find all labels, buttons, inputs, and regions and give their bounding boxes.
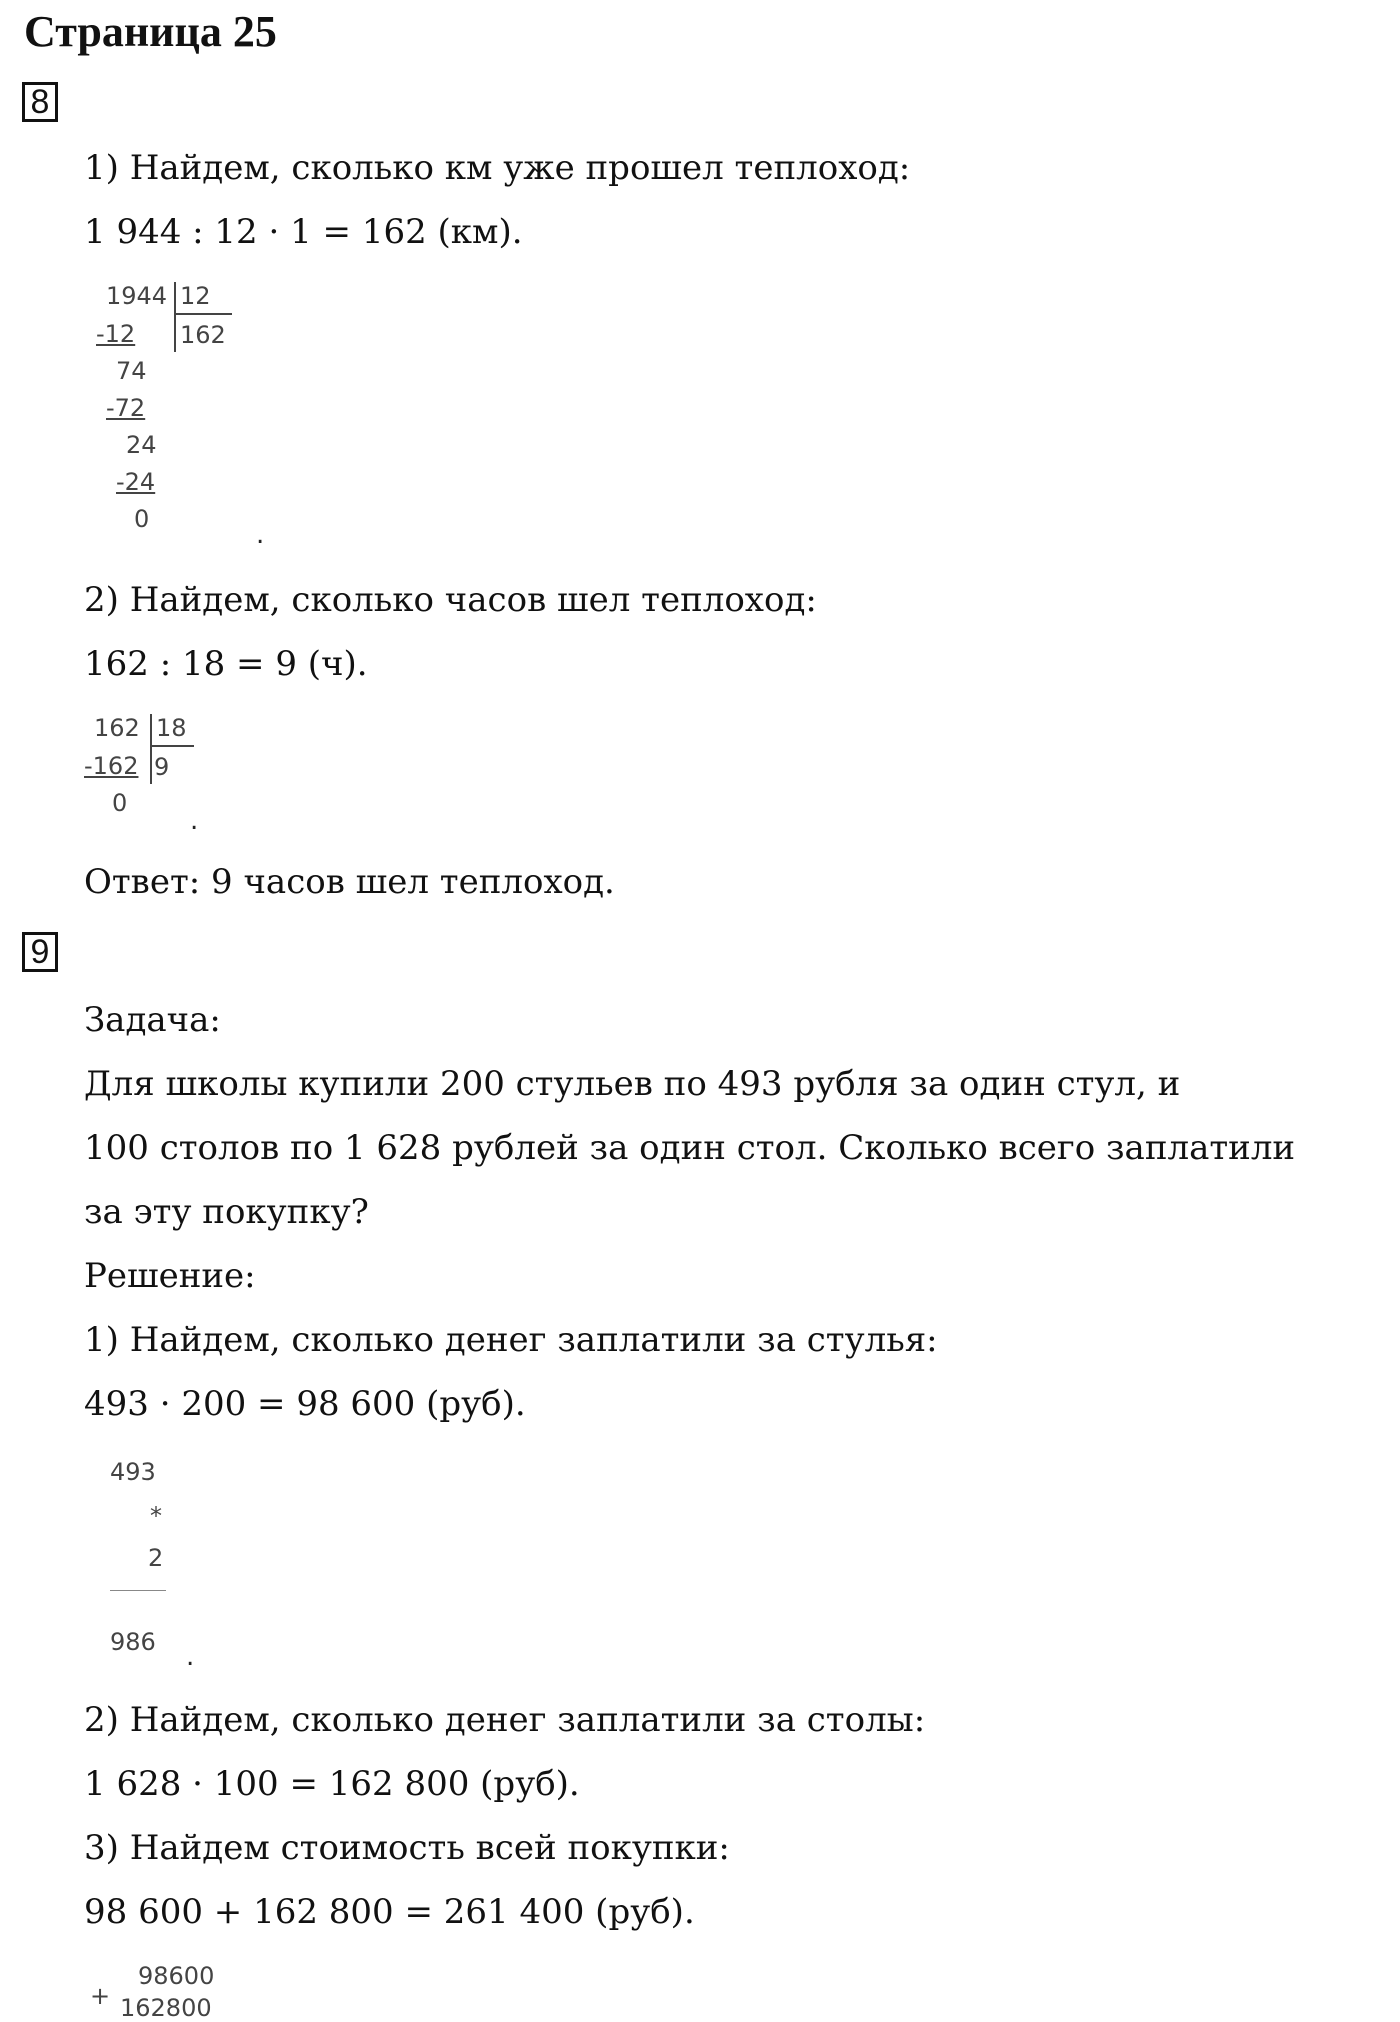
task9-expression3: 98 600 + 162 800 = 261 400 (руб). bbox=[84, 1892, 695, 1932]
task9-expression2: 1 628 · 100 = 162 800 (руб). bbox=[84, 1764, 580, 1804]
multiplicand: 493 bbox=[110, 1458, 156, 1486]
divisor: 12 bbox=[180, 282, 211, 310]
division-row: 24 bbox=[126, 431, 157, 459]
task-number-8: 8 bbox=[22, 82, 58, 122]
division-row: 74 bbox=[116, 357, 147, 385]
division-row: -12 bbox=[96, 320, 136, 348]
task9-expression1: 493 · 200 = 98 600 (руб). bbox=[84, 1384, 526, 1424]
dividend: 162 bbox=[94, 714, 140, 742]
division-row: -162 bbox=[84, 752, 139, 780]
multiplier: 2 bbox=[148, 1544, 164, 1572]
task9-text-line: 100 столов по 1 628 рублей за один стол. Сколько всего заплатили bbox=[84, 1128, 1296, 1168]
task9-text-line: за эту покупку? bbox=[84, 1192, 369, 1232]
division-row: -72 bbox=[106, 394, 146, 422]
task9-label-task: Задача: bbox=[84, 1000, 221, 1040]
task9-step2: 2) Найдем, сколько денег заплатили за столы: bbox=[84, 1700, 926, 1740]
task8-step1: 1) Найдем, сколько км уже прошел теплоход: bbox=[84, 148, 911, 188]
task8-step2: 2) Найдем, сколько часов шел теплоход: bbox=[84, 580, 817, 620]
dividend: 1944 bbox=[106, 282, 168, 310]
plus-sign: + bbox=[90, 1982, 111, 2010]
multiply-sign: * bbox=[150, 1502, 162, 1530]
page-title: Страница 25 bbox=[24, 7, 277, 56]
division-row: -24 bbox=[116, 468, 156, 496]
task8-expression2: 162 : 18 = 9 (ч). bbox=[84, 644, 368, 684]
divisor: 18 bbox=[156, 714, 187, 742]
task-number-9: 9 bbox=[22, 932, 58, 972]
task9-step1: 1) Найдем, сколько денег заплатили за стулья: bbox=[84, 1320, 938, 1360]
addend: 98600 bbox=[138, 1962, 215, 1990]
task9-label-solution: Решение: bbox=[84, 1256, 256, 1296]
task9-text-line: Для школы купили 200 стульев по 493 рубля за один стул, и bbox=[84, 1064, 1181, 1104]
task9-step3: 3) Найдем стоимость всей покупки: bbox=[84, 1828, 730, 1868]
task8-answer: Ответ: 9 часов шел теплоход. bbox=[84, 862, 615, 902]
division-row: 0 bbox=[134, 505, 150, 533]
task8-expression1: 1 944 : 12 · 1 = 162 (км). bbox=[84, 212, 523, 252]
product: 986 bbox=[110, 1628, 156, 1656]
division-row: 0 bbox=[112, 789, 128, 817]
quotient: 162 bbox=[180, 321, 226, 349]
quotient: 9 bbox=[154, 753, 170, 781]
addend: 162800 bbox=[120, 1994, 212, 2022]
